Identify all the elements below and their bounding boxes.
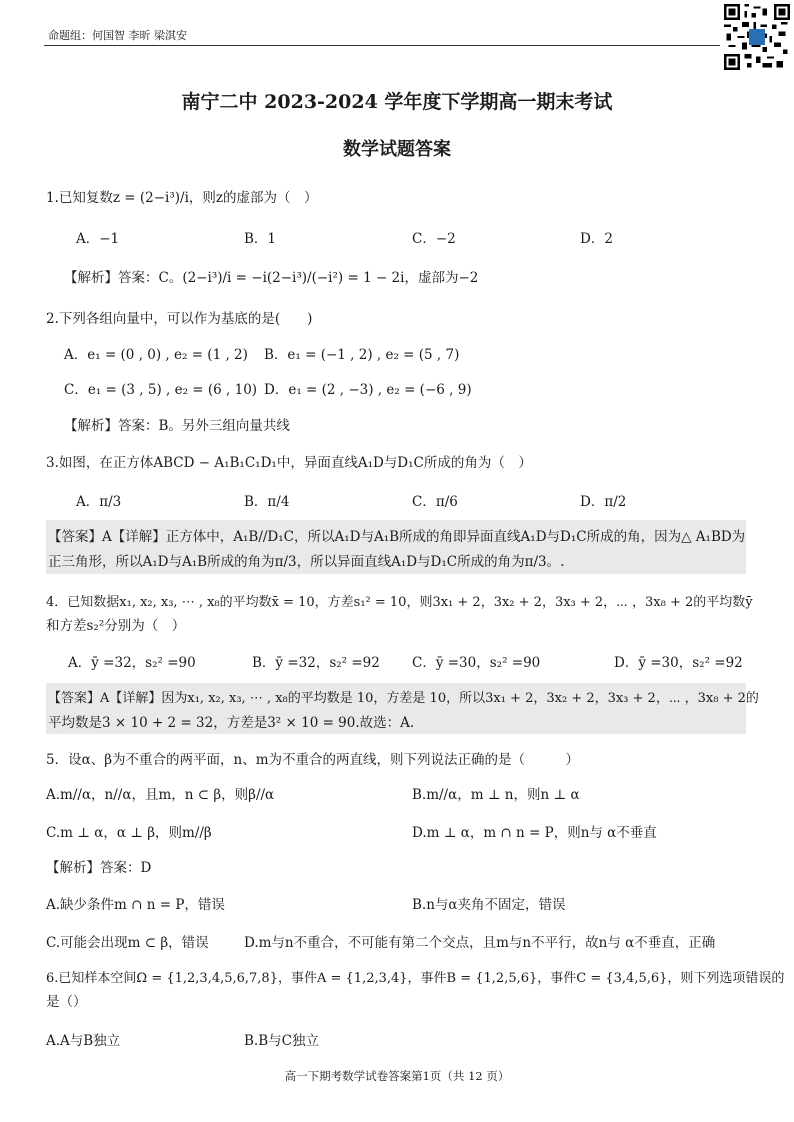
q2-option-b: B．e₁ = (−1 , 2) , e₂ = (5 , 7): [264, 347, 460, 363]
q4-answer-line-2: 平均数是3 × 10 + 2 = 32，方差是3² × 10 = 90.故选：A.: [48, 715, 415, 731]
page-title: 南宁二中 2023-2024 学年度下学期高一期末考试: [181, 91, 613, 113]
q4-option-d: D．ȳ =30，s₂² =92: [614, 655, 743, 671]
q5-explain-d: D.m与n不重合，不可能有第二个交点，且m与n不平行，故n与 α不垂直，正确: [244, 935, 716, 951]
q5-option-c: C.m ⊥ α，α ⊥ β，则m//β: [46, 825, 212, 841]
q2-option-a: A．e₁ = (0 , 0) , e₂ = (1 , 2): [64, 347, 248, 363]
q4-stem-line-2: 和方差s₂²分别为（ ）: [46, 618, 186, 634]
q5-analysis: 【解析】答案：D: [46, 860, 152, 876]
q1-option-d: D．2: [580, 231, 613, 247]
header-authors: 命题组：何国智 李昕 梁淇安: [48, 29, 187, 42]
q4-stem-line-1: 4．已知数据x₁, x₂, x₃, ⋯ , x₈的平均数x̄ = 10，方差s₁² = 10，则3x₁ + 2，3x₂ + 2，3x₃ + 2，⋯ ，3x₈ + 2的平均数ȳ: [46, 595, 753, 610]
q4-option-a: A．ȳ =32，s₂² =90: [68, 655, 196, 671]
q1-option-b: B．1: [244, 231, 277, 247]
q4-option-b: B．ȳ =32，s₂² =92: [252, 655, 380, 671]
q5-option-b: B.m//α，m ⊥ n，则n ⊥ α: [412, 787, 580, 803]
q3-answer-box: [46, 520, 746, 574]
q3-stem: 3.如图，在正方体ABCD − A₁B₁C₁D₁中，异面直线A₁D与D₁C所成的角为（ ）: [46, 455, 532, 471]
q6-option-a: A.A与B独立: [46, 1033, 121, 1049]
q6-stem-line-2: 是（）: [46, 994, 87, 1010]
q4-answer-box: [46, 683, 759, 734]
q1-option-a: A．−1: [76, 231, 120, 247]
q4-answer-line-1: 【答案】A【详解】因为x₁, x₂, x₃, ⋯ , x₈的平均数是 10，方差是 10，所以3x₁ + 2，3x₂ + 2，3x₃ + 2，⋯ ，3x₈ + 2的: [48, 691, 759, 706]
page-footer: 高一下期考数学试卷答案第1页（共 12 页）: [284, 1069, 510, 1083]
q3-option-b: B．π/4: [244, 494, 290, 510]
q1-option-c: C．−2: [412, 231, 456, 247]
q5-option-d: D.m ⊥ α，m ∩ n = P，则n与 α不垂直: [412, 825, 657, 841]
q5-explain-b: B.n与α夹角不固定，错误: [412, 897, 566, 913]
page-subtitle: 数学试题答案: [343, 139, 451, 160]
q5-stem: 5．设α、β为不重合的两平面，n、m为不重合的两直线，则下列说法正确的是（ ）: [46, 752, 580, 768]
q1-analysis: 【解析】答案：C。(2−i³)/i = −i(2−i³)/(−i²) = 1 − 2i，虚部为−2: [64, 270, 479, 286]
q5-explain-a: A.缺少条件m ∩ n = P，错误: [46, 897, 225, 913]
q2-stem: 2.下列各组向量中，可以作为基底的是( ): [46, 311, 313, 327]
qr-code-icon: [724, 4, 790, 70]
q2-option-d: D．e₁ = (2 , −3) , e₂ = (−6 , 9): [264, 382, 472, 398]
q1-stem: 1.已知复数z = (2−i³)/i，则z的虚部为（ ）: [46, 190, 318, 206]
q3-option-c: C．π/6: [412, 494, 458, 510]
q6-option-b: B.B与C独立: [244, 1033, 319, 1049]
header-rule: [44, 45, 720, 46]
q5-option-a: A.m//α，n//α，且m，n ⊂ β，则β//α: [46, 787, 275, 803]
q2-option-c: C．e₁ = (3 , 5) , e₂ = (6 , 10): [64, 382, 258, 398]
q3-option-d: D．π/2: [580, 494, 627, 510]
q6-stem-line-1: 6.已知样本空间Ω = {1,2,3,4,5,6,7,8}，事件A = {1,2,3,4}，事件B = {1,2,5,6}，事件C = {3,4,5,6}，则下列选项错误的: [46, 971, 785, 986]
q2-analysis: 【解析】答案：B。另外三组向量共线: [64, 418, 290, 434]
q4-option-c: C．ȳ =30，s₂² =90: [412, 655, 541, 671]
q3-answer-line-1: 【答案】A【详解】正方体中，A₁B//D₁C，所以A₁D与A₁B所成的角即异面直线A₁D与D₁C所成的角，因为△ A₁BD为: [48, 529, 746, 545]
q5-explain-c: C.可能会出现m ⊂ β，错误: [46, 935, 209, 951]
q3-answer-line-2: 正三角形，所以A₁D与A₁B所成的角为π/3，所以异面直线A₁D与D₁C所成的角为π/3。.: [48, 554, 565, 570]
q3-option-a: A．π/3: [76, 494, 122, 510]
